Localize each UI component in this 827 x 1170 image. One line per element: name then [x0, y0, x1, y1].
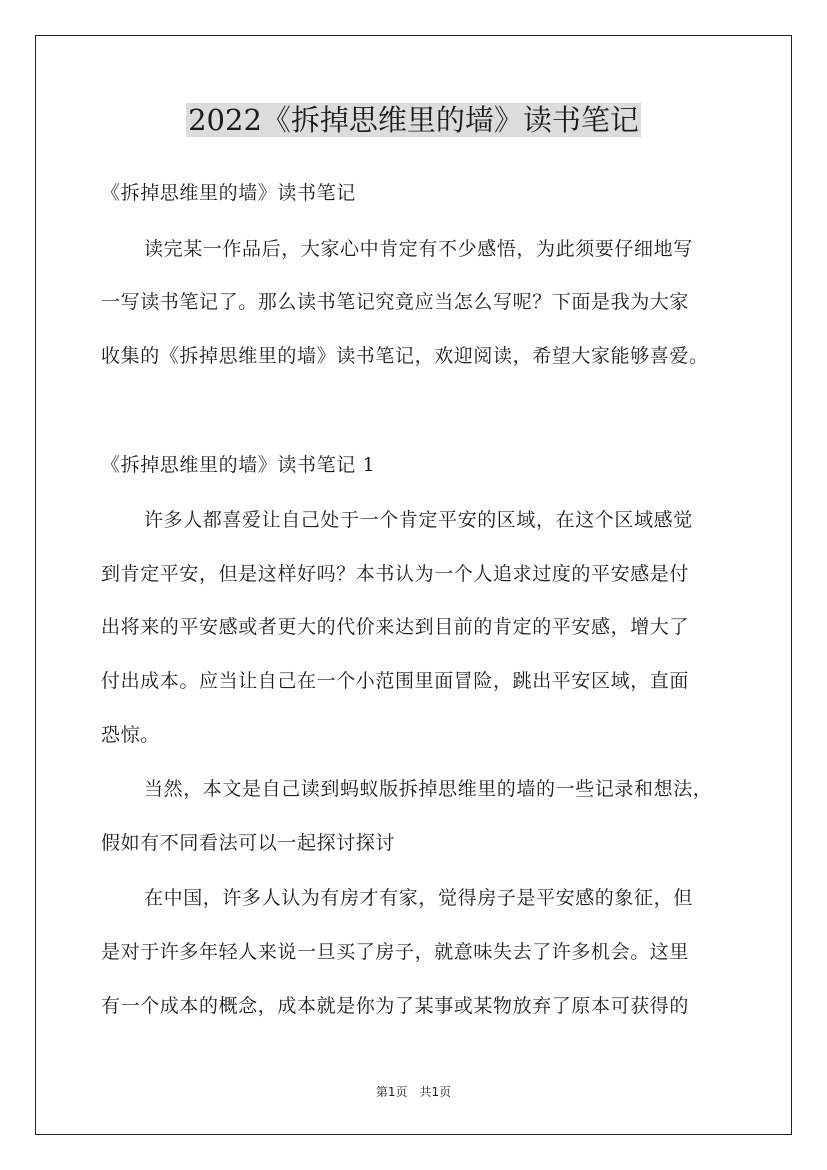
paragraph-line: 出将来的平安感或者更大的代价来达到目前的肯定的平安感，增大了 — [101, 616, 690, 638]
document-title — [0, 100, 827, 140]
paragraph-line: 是对于许多年轻人来说一旦买了房子，就意味失去了许多机会。这里 — [101, 941, 690, 963]
paragraph-line: 付出成本。应当让自己在一个小范围里面冒险，跳出平安区域，直面 — [101, 670, 690, 692]
subheading: 《拆掉思维里的墙》读书笔记 — [101, 182, 356, 204]
document-title-text: 2022《拆掉思维里的墙》读书笔记 — [188, 103, 639, 137]
paragraph-line: 许多人都喜爱让自己处于一个肯定平安的区域，在这个区域感觉 — [144, 509, 693, 531]
paragraph-line: 假如有不同看法可以一起探讨探讨 — [101, 832, 396, 854]
paragraph-line: 在中国，许多人认为有房才有家，觉得房子是平安感的象征，但 — [144, 887, 693, 909]
paragraph-line: 当然，本文是自己读到蚂蚁版拆掉思维里的墙的一些记录和想法， — [144, 778, 713, 800]
intro-line: 读完某一作品后，大家心中肯定有不少感悟，为此须要仔细地写 — [144, 238, 693, 260]
intro-line: 一写读书笔记了。那么读书笔记究竟应当怎么写呢？下面是我为大家 — [101, 291, 690, 313]
paragraph-line: 恐惊。 — [101, 724, 160, 746]
paragraph-line: 到肯定平安，但是这样好吗？本书认为一个人追求过度的平安感是付 — [101, 563, 690, 585]
page-number: 第1页 共1页 — [375, 1085, 452, 1099]
intro-line: 收集的《拆掉思维里的墙》读书笔记，欢迎阅读，希望大家能够喜爱。 — [101, 345, 709, 367]
section-heading: 《拆掉思维里的墙》读书笔记 1 — [101, 454, 376, 476]
paragraph-line: 有一个成本的概念，成本就是你为了某事或某物放弃了原本可获得的 — [101, 995, 690, 1017]
